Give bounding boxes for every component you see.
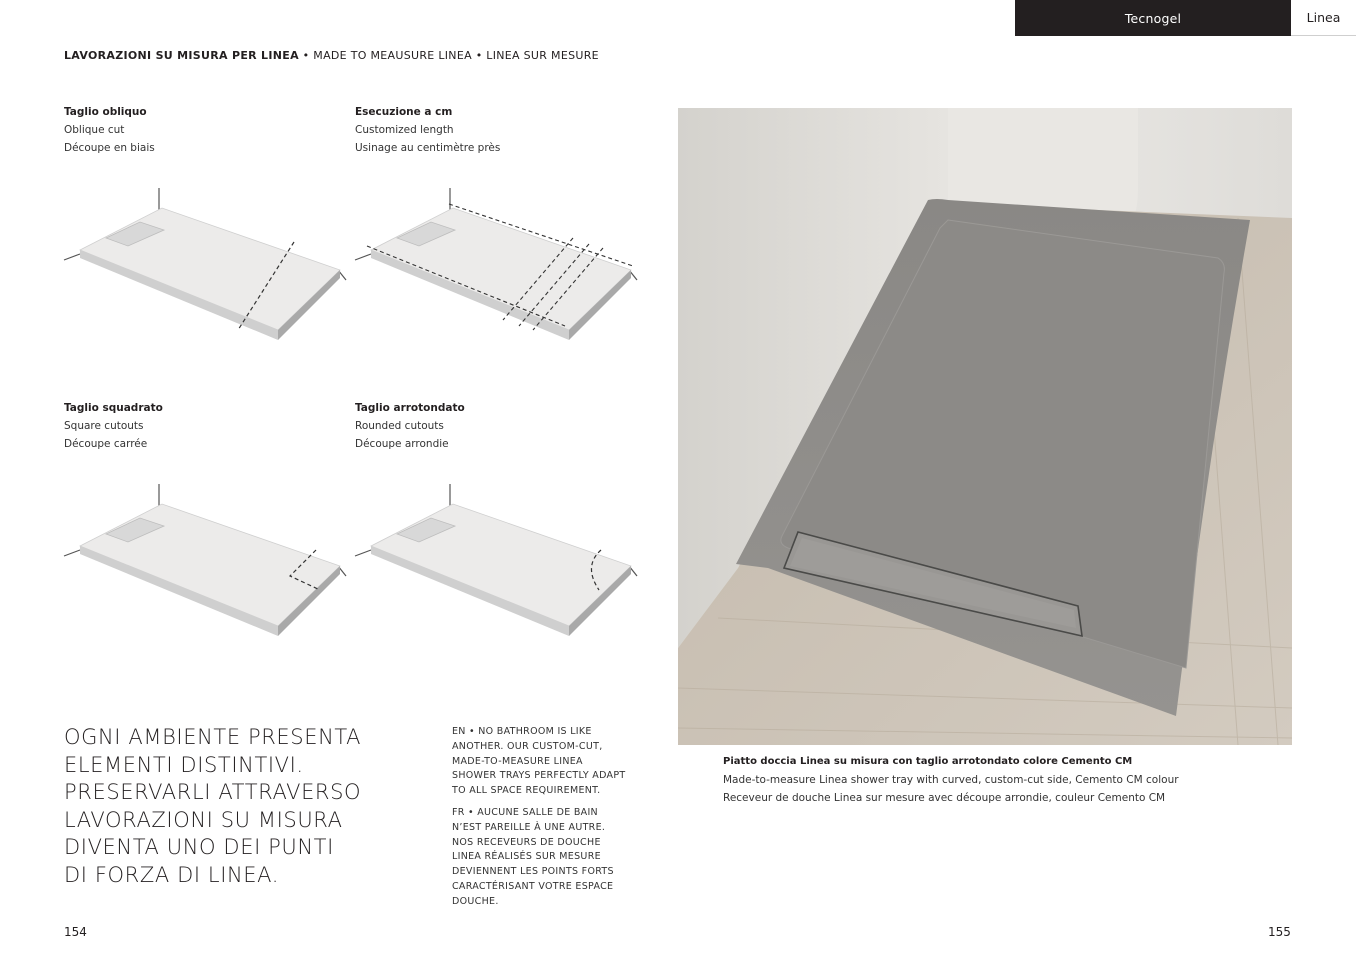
header-rest: • MADE TO MEAUSURE LINEA • LINEA SUR MESURE [298,49,599,62]
blurb-en [452,725,642,799]
headline-line: OGNI AMBIENTE PRESENTA [64,725,362,749]
section-tab-linea[interactable]: Linea [1291,0,1356,36]
headline-line: DI FORZA DI LINEA. [64,862,280,887]
blurb-line: ANOTHER. OUR CUSTOM-CUT, [452,740,603,752]
feature-fr: Découpe carrée [64,438,148,450]
feature-title: Taglio squadrato [64,402,163,414]
tray-customized-length-illustration [351,182,641,352]
caption-fr: Receveur de douche Linea sur mesure avec découpe arrondie, couleur Cemento CM [723,792,1166,804]
feature-title: Esecuzione a cm [355,106,453,118]
feature-en: Rounded cutouts [355,420,444,432]
tray-oblique-illustration [60,182,350,352]
product-photo [678,108,1292,745]
headline-line: ELEMENTI DISTINTIVI. [64,752,304,777]
tray-square-cutouts-illustration [60,478,350,648]
headline-line: PRESERVARLI ATTRAVERSO [64,780,362,804]
blurb-line: DEVIENNENT LES POINTS FORTS [452,866,614,878]
feature-en: Oblique cut [64,124,125,136]
page-number-left: 154 [64,925,87,939]
top-bar [1015,0,1356,36]
brand-label: Tecnogel [1015,0,1291,36]
feature-en: Square cutouts [64,420,144,432]
photo-caption [723,753,1283,807]
feature-rounded-cutouts [355,399,625,453]
shower-tray-photo [678,108,1292,745]
feature-fr: Usinage au centimètre près [355,142,501,154]
tray-rounded-cutouts-illustration [351,478,641,648]
blurb-line: TO ALL SPACE REQUIREMENT. [452,785,601,797]
blurb-line: SHOWER TRAYS PERFECTLY ADAPT [452,770,626,782]
blurb-fr [452,806,642,910]
feature-fr: Découpe arrondie [355,438,449,450]
page-number-right: 155 [1268,925,1291,939]
feature-oblique-cut [64,103,334,157]
feature-customized-length [355,103,625,157]
blurb-line: MADE-TO-MEASURE LINEA [452,755,583,767]
headline-line: LAVORAZIONI SU MISURA [64,807,343,832]
blurb-line: NOS RECEVEURS DE DOUCHE [452,836,601,848]
headline [64,724,434,889]
caption-it: Piatto doccia Linea su misura con taglio arrotondato colore Cemento CM [723,756,1133,767]
blurb-line: N’EST PAREILLE À UNE AUTRE. [452,821,606,833]
blurb-line: CARACTÉRISANT VOTRE ESPACE [452,880,614,892]
feature-fr: Découpe en biais [64,142,155,154]
blurb-line: DOUCHE. [452,895,499,907]
feature-square-cutouts [64,399,334,453]
header-bold: LAVORAZIONI SU MISURA PER LINEA [64,49,299,62]
blurb-line: FR • AUCUNE SALLE DE BAIN [452,807,598,818]
headline-line: DIVENTA UNO DEI PUNTI [64,835,334,859]
page-header [64,49,599,62]
caption-en: Made-to-measure Linea shower tray with curved, custom-cut side, Cemento CM colour [723,774,1179,786]
feature-en: Customized length [355,124,454,136]
feature-title: Taglio arrotondato [355,402,465,414]
feature-title: Taglio obliquo [64,106,147,118]
blurb-line: EN • NO BATHROOM IS LIKE [452,726,592,737]
blurb-line: LINEA RÉALISÉS SUR MESURE [452,851,601,863]
